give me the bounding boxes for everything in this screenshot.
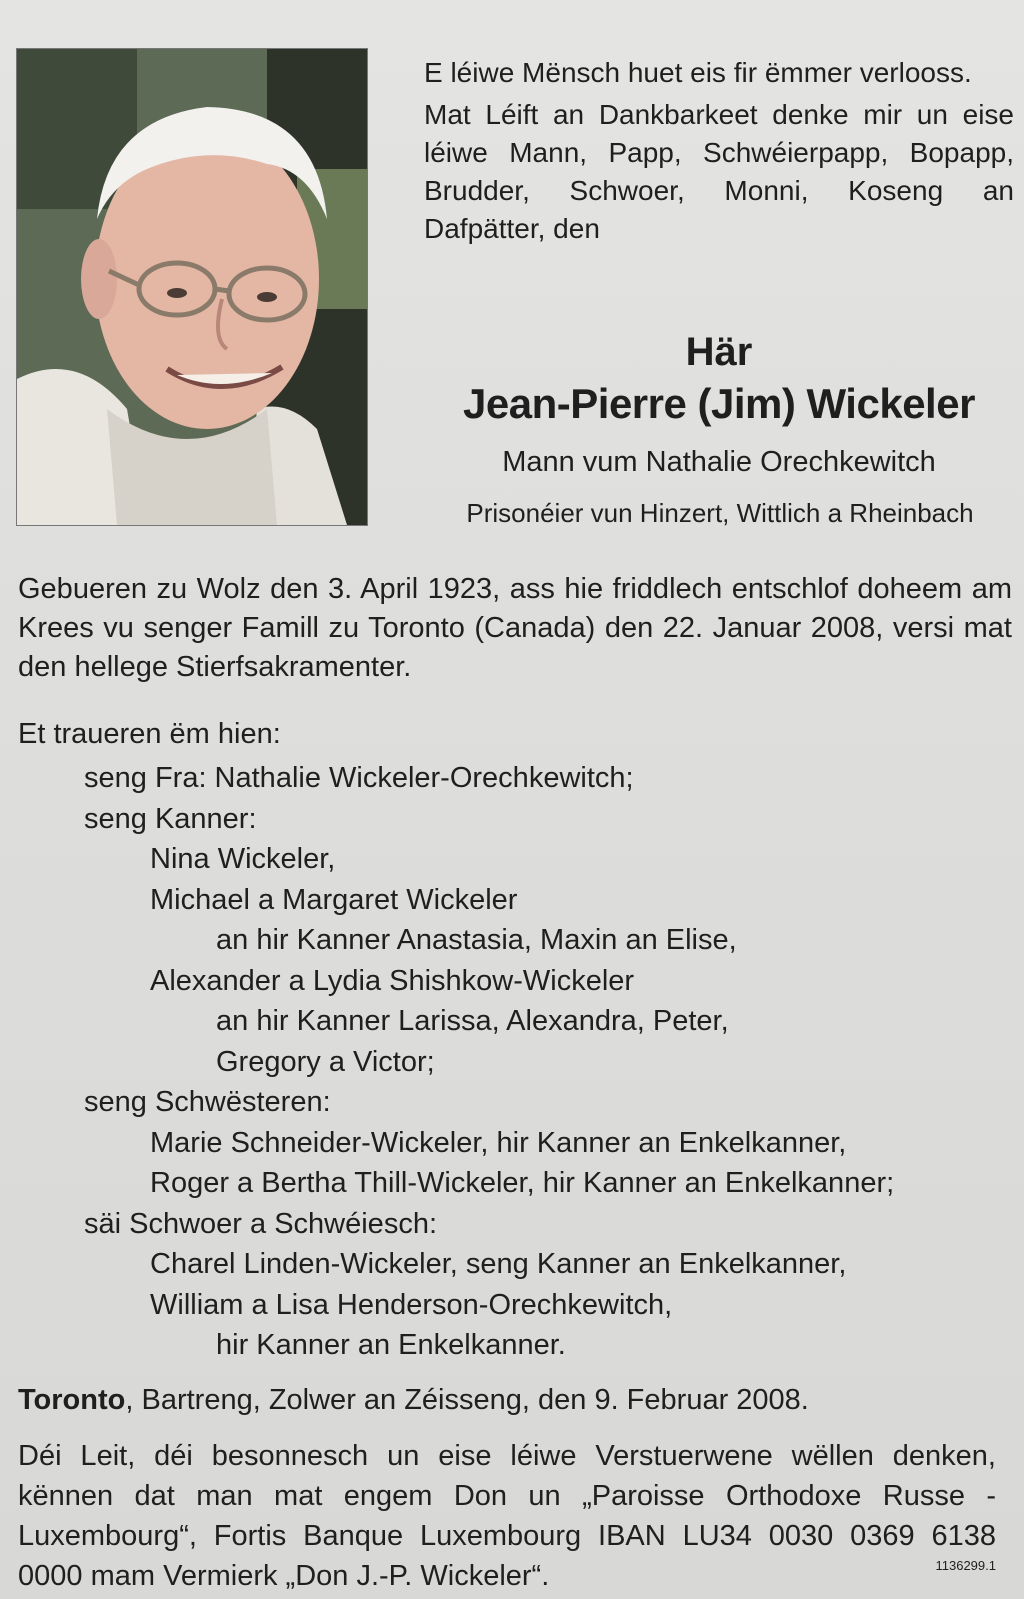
honorific: Här	[685, 330, 753, 374]
mourner-line: Roger a Bertha Thill-Wickeler, hir Kanner an Enkelkanner;	[150, 1167, 895, 1199]
mourner-line: Charel Linden-Wickeler, seng Kanner an Enkelkanner,	[150, 1248, 847, 1280]
mourner-line: an hir Kanner Larissa, Alexandra, Peter,	[216, 1005, 729, 1037]
mourner-line: säi Schwoer a Schwéiesch:	[84, 1207, 437, 1240]
donation-paragraph: Déi Leit, déi besonnesch un eise léiwe Verstuerwene wëllen denken, kënnen dat man mat engem Don un „Paroisse Orthodoxe Russe - Luxembourg“, Fortis Banque Luxembourg IBAN LU34 0030 0369 6138 0000 mam Vermierk „Don J.-P. Wickeler“.	[18, 1440, 996, 1592]
mourner-line: Marie Schneider-Wickeler, hir Kanner an Enkelkanner,	[150, 1126, 847, 1159]
mourner-line: Michael a Margaret Wickeler	[150, 883, 518, 916]
mourners-list	[18, 758, 1018, 1366]
mourner-line: hir Kanner an Enkelkanner.	[216, 1329, 566, 1361]
mourner-line: Gregory a Victor;	[216, 1045, 435, 1078]
mourner-line: an hir Kanner Anastasia, Maxin an Elise,	[216, 924, 737, 956]
place-date-rest: , Bartreng, Zolwer an Zéisseng, den 9. Februar 2008.	[125, 1384, 809, 1416]
mourners-intro: Et traueren ëm hien:	[18, 718, 281, 750]
intro-text	[424, 54, 1014, 252]
mourner-line: seng Kanner:	[84, 802, 257, 835]
portrait-illustration	[17, 49, 367, 525]
birth-death-paragraph: Gebueren zu Wolz den 3. April 1923, ass hie friddlech entschlof doheem am Krees vu senger Famill zu Toronto (Canada) den 22. Januar 2008, versi mat den hellege Stierfsakramenter.	[18, 573, 1012, 683]
mourner-line: seng Fra: Nathalie Wickeler-Orechkewitch;	[84, 762, 634, 794]
obituary-header	[16, 48, 1014, 538]
deceased-name: Jean-Pierre (Jim) Wickeler	[463, 380, 975, 427]
intro-line-remembrance: Mat Léift an Dankbarkeet denke mir un eise léiwe Mann, Papp, Schwéierpapp, Bopapp, Brudder, Schwoer, Monni, Koseng an Dafpätter, den	[424, 99, 1014, 244]
mourner-line: Nina Wickeler,	[150, 843, 336, 875]
mourner-line: seng Schwësteren:	[84, 1086, 331, 1118]
place-city: Toronto	[18, 1384, 126, 1416]
reference-number: 1136299.1	[935, 1558, 996, 1573]
mourner-line: Alexander a Lydia Shishkow-Wickeler	[150, 964, 635, 997]
mourner-line: William a Lisa Henderson-Orechkewitch,	[150, 1288, 673, 1321]
spouse-line: Mann vum Nathalie Orechkewitch	[502, 446, 936, 478]
place-date-line	[18, 1384, 809, 1417]
intro-line-lost: E léiwe Mënsch huet eis fir ëmmer verlooss.	[424, 57, 972, 88]
prisoner-line: Prisonéier vun Hinzert, Wittlich a Rheinbach	[466, 498, 974, 528]
portrait-photo	[16, 48, 368, 526]
